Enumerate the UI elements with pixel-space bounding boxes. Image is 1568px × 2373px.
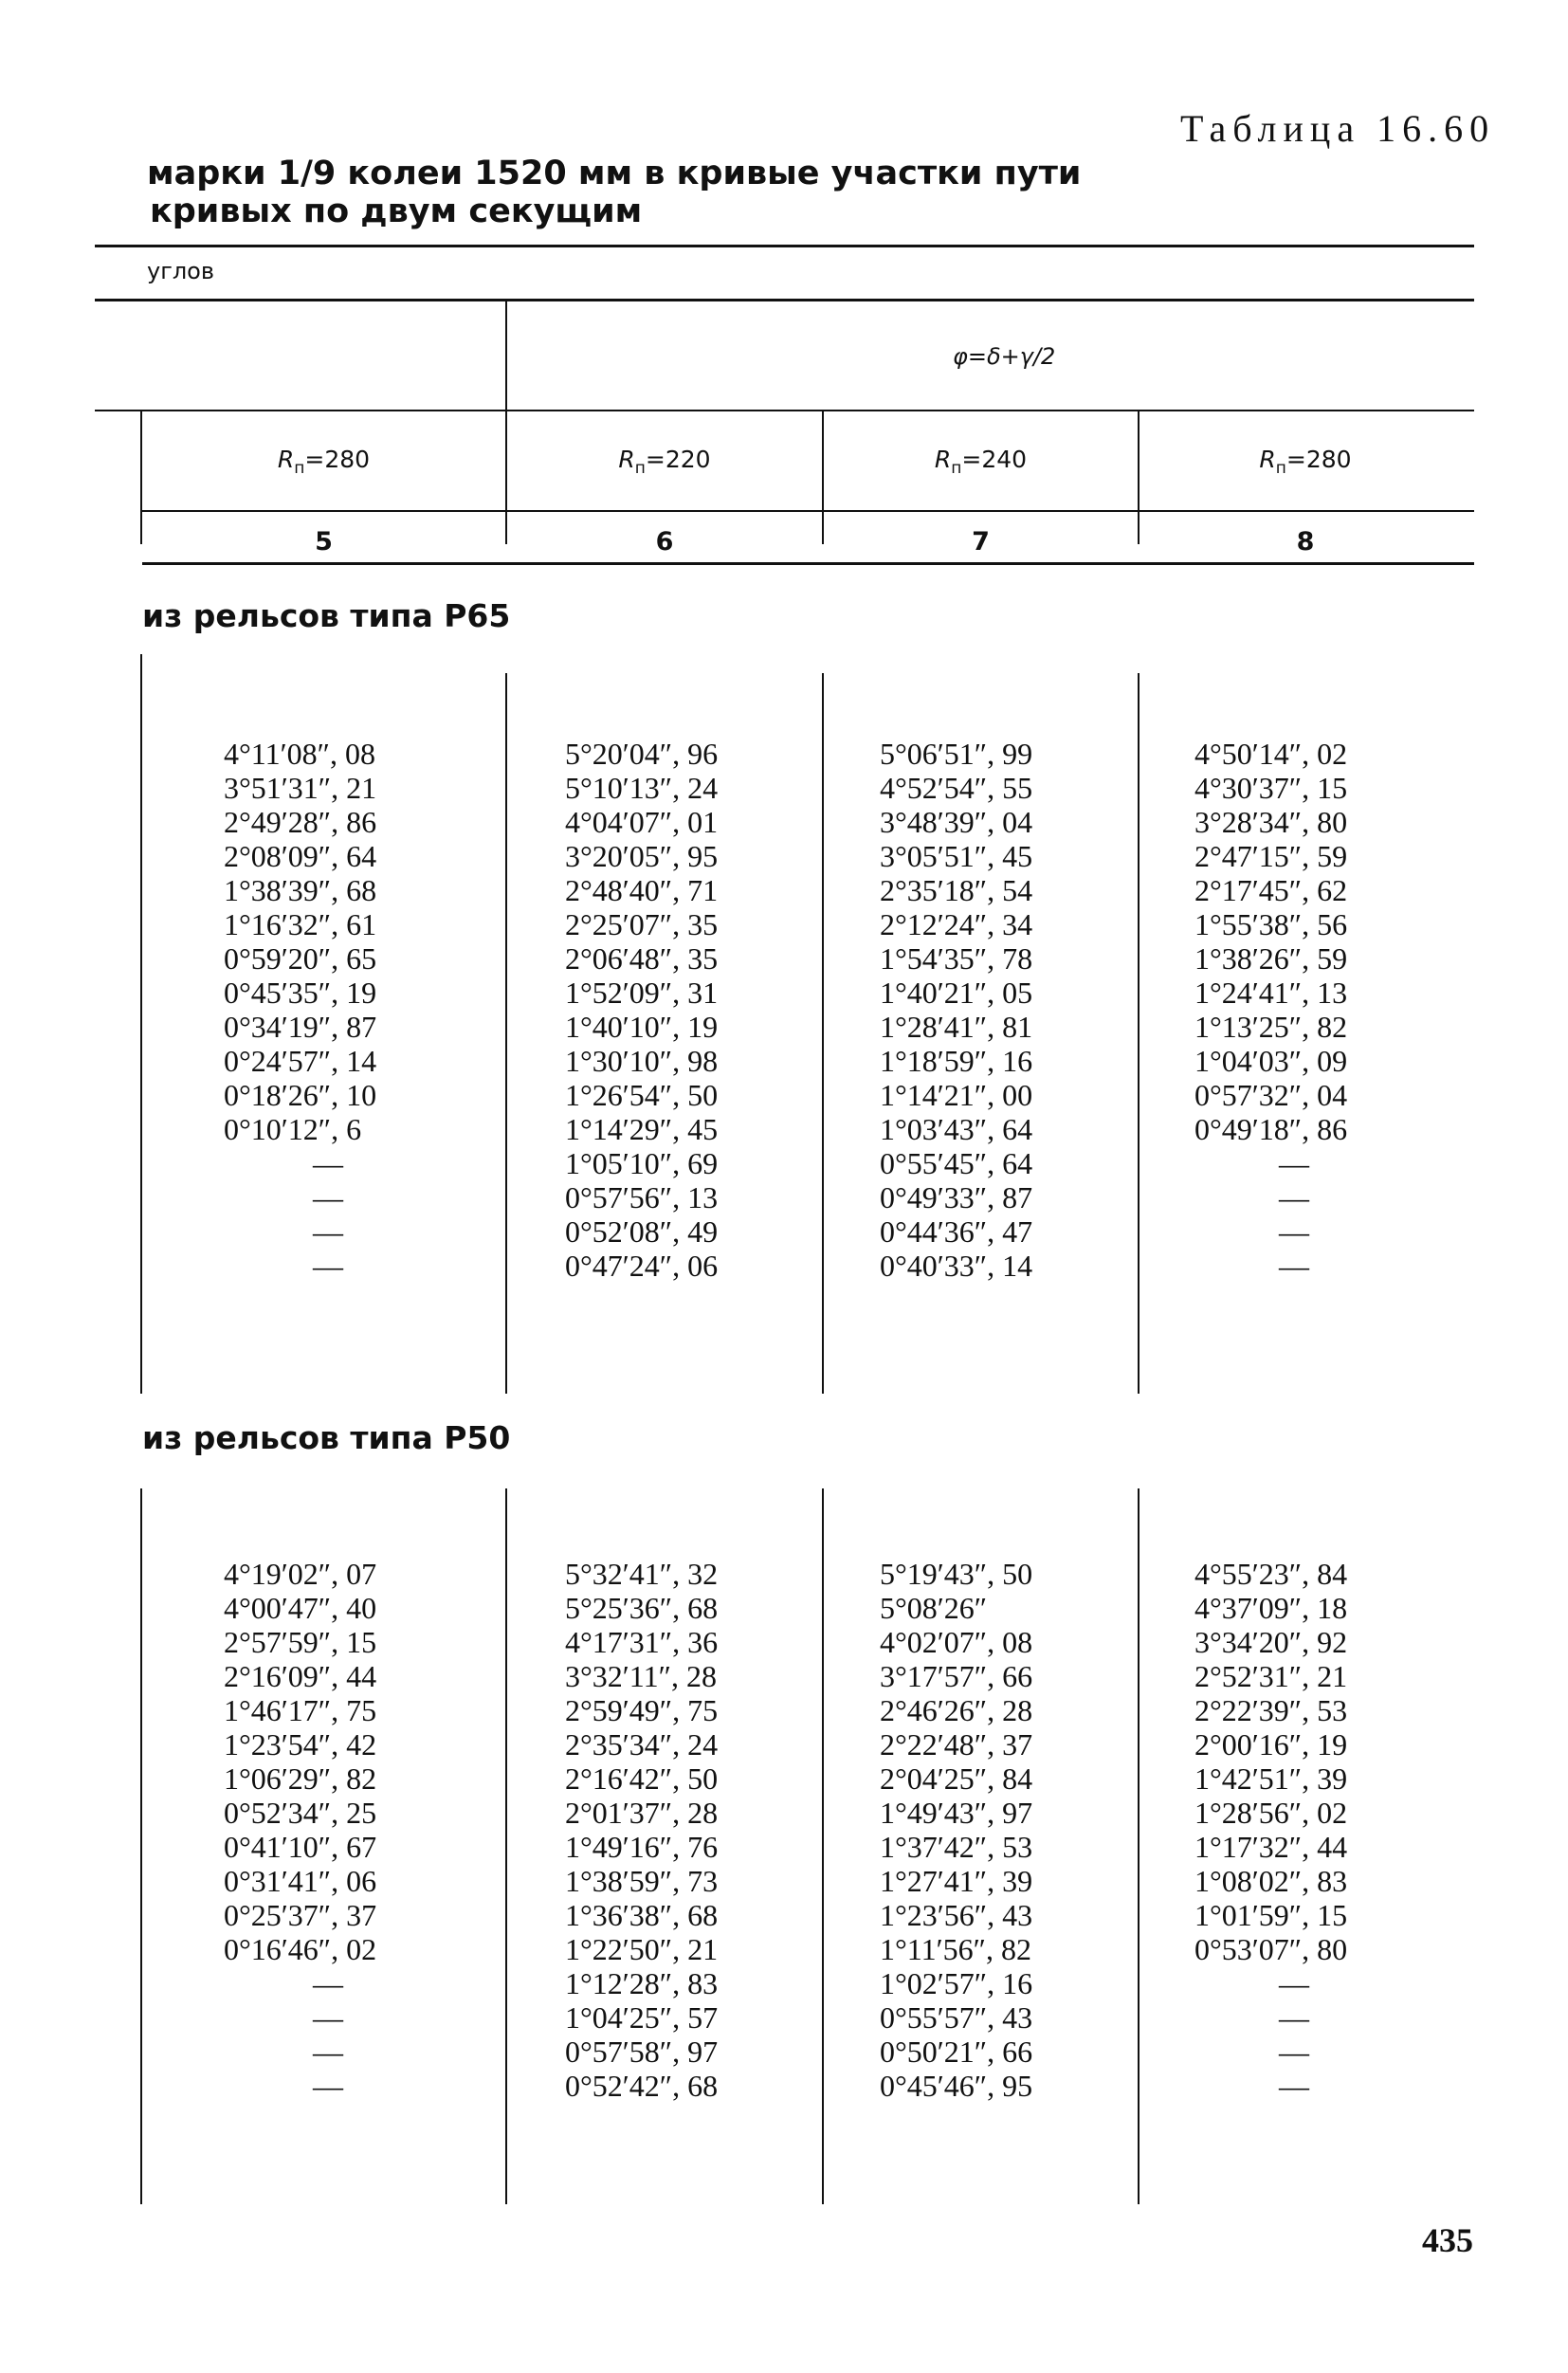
table-cell: 4°19′02″, 07 bbox=[224, 1557, 377, 1591]
table-cell: 1°38′39″, 68 bbox=[224, 873, 377, 907]
header-divider-1 bbox=[505, 411, 507, 544]
section-title-p65: из рельсов типа Р65 bbox=[142, 597, 511, 634]
column-header-7 bbox=[824, 446, 1138, 478]
table-cell: 0°45′46″, 95 bbox=[880, 2069, 1033, 2103]
table-cell: 0°52′34″, 25 bbox=[224, 1796, 377, 1830]
data-column bbox=[224, 1557, 432, 2103]
r-symbol: R bbox=[1259, 446, 1276, 473]
table-cell: 1°23′56″, 43 bbox=[880, 1898, 1033, 1932]
table-cell: 0°59′20″, 65 bbox=[224, 941, 377, 976]
subheader-label: углов bbox=[147, 258, 214, 284]
table-cell: 0°34′19″, 87 bbox=[224, 1010, 377, 1044]
table-cell: 2°06′48″, 35 bbox=[565, 941, 719, 976]
table-cell: 1°14′21″, 00 bbox=[880, 1078, 1033, 1112]
table-cell: 4°37′09″, 18 bbox=[1194, 1591, 1348, 1625]
subheader-rule bbox=[95, 299, 1474, 301]
r-value: =220 bbox=[645, 446, 711, 473]
column-header-6 bbox=[507, 446, 822, 478]
section1-left-edge bbox=[140, 654, 142, 1394]
table-cell: 1°49′43″, 97 bbox=[880, 1796, 1033, 1830]
table-cell: — bbox=[1279, 1249, 1309, 1283]
table-cell: 2°59′49″, 75 bbox=[565, 1693, 719, 1727]
table-cell: 1°04′03″, 09 bbox=[1194, 1044, 1348, 1078]
section-title-p50: из рельсов типа Р50 bbox=[142, 1419, 511, 1456]
table-cell: 0°52′08″, 49 bbox=[565, 1214, 719, 1249]
table-cell: 2°22′39″, 53 bbox=[1194, 1693, 1348, 1727]
r-value: =280 bbox=[304, 446, 371, 473]
table-cell: 0°18′26″, 10 bbox=[224, 1078, 377, 1112]
r-symbol: R bbox=[618, 446, 635, 473]
data-column bbox=[880, 1557, 1088, 2103]
table-cell: 1°30′10″, 98 bbox=[565, 1044, 719, 1078]
table-cell: 1°05′10″, 69 bbox=[565, 1146, 719, 1180]
table-cell: 1°36′38″, 68 bbox=[565, 1898, 719, 1932]
table-cell: 0°16′46″, 02 bbox=[224, 1932, 377, 1966]
table-cell: 3°32′11″, 28 bbox=[565, 1659, 717, 1693]
table-cell: 2°17′45″, 62 bbox=[1194, 873, 1348, 907]
table-cell: 1°16′32″, 61 bbox=[224, 907, 377, 941]
table-cell: 0°53′07″, 80 bbox=[1194, 1932, 1348, 1966]
table-cell: 4°52′54″, 55 bbox=[880, 771, 1033, 805]
section1-divider-3 bbox=[1138, 673, 1140, 1394]
table-cell: 4°17′31″, 36 bbox=[565, 1625, 719, 1659]
column-number-5: 5 bbox=[315, 527, 333, 557]
table-cell: 2°00′16″, 19 bbox=[1194, 1727, 1348, 1761]
r-subscript: п bbox=[294, 459, 305, 478]
table-cell: — bbox=[313, 2069, 343, 2103]
table-cell: 2°46′26″, 28 bbox=[880, 1693, 1033, 1727]
table-cell: 5°20′04″, 96 bbox=[565, 737, 719, 771]
table-cell: 2°16′42″, 50 bbox=[565, 1761, 719, 1796]
column-header-5 bbox=[142, 446, 505, 478]
page-title-line1: марки 1/9 колеи 1520 мм в кривые участки пути bbox=[147, 155, 1082, 192]
formula: φ=δ+γ/2 bbox=[953, 343, 1056, 370]
table-cell: 2°57′59″, 15 bbox=[224, 1625, 377, 1659]
section1-divider-1 bbox=[505, 673, 507, 1394]
data-column bbox=[1194, 1557, 1394, 2103]
table-cell: — bbox=[313, 2000, 343, 2035]
table-cell: 0°55′57″, 43 bbox=[880, 2000, 1033, 2035]
table-cell: 1°17′32″, 44 bbox=[1194, 1830, 1348, 1864]
table-cell: 0°57′58″, 97 bbox=[565, 2035, 719, 2069]
table-cell: 0°49′18″, 86 bbox=[1194, 1112, 1348, 1146]
table-cell: 1°14′29″, 45 bbox=[565, 1112, 719, 1146]
table-cell: 4°02′07″, 08 bbox=[880, 1625, 1033, 1659]
table-cell: 2°25′07″, 35 bbox=[565, 907, 719, 941]
formula-divider bbox=[505, 301, 507, 411]
table-cell: 4°00′47″, 40 bbox=[224, 1591, 377, 1625]
data-column bbox=[224, 737, 432, 1283]
column-header-8 bbox=[1140, 446, 1471, 478]
table-cell: — bbox=[313, 1249, 343, 1283]
table-cell: 1°28′41″, 81 bbox=[880, 1010, 1033, 1044]
table-cell: 5°19′43″, 50 bbox=[880, 1557, 1033, 1591]
table-cell: — bbox=[1279, 1146, 1309, 1180]
column-number-7: 7 bbox=[972, 527, 990, 557]
table-cell: 2°48′40″, 71 bbox=[565, 873, 719, 907]
r-subscript: п bbox=[951, 459, 962, 478]
table-cell: 1°22′50″, 21 bbox=[565, 1932, 719, 1966]
table-cell: 1°08′02″, 83 bbox=[1194, 1864, 1348, 1898]
table-cell: 1°04′25″, 57 bbox=[565, 2000, 719, 2035]
table-cell: 0°44′36″, 47 bbox=[880, 1214, 1033, 1249]
data-column bbox=[565, 1557, 764, 2103]
table-cell: 5°08′26″ bbox=[880, 1591, 988, 1625]
table-cell: 2°49′28″, 86 bbox=[224, 805, 377, 839]
data-column bbox=[565, 737, 764, 1283]
table-cell: — bbox=[1279, 2035, 1309, 2069]
table-cell: 1°01′59″, 15 bbox=[1194, 1898, 1348, 1932]
table-cell: 2°12′24″, 34 bbox=[880, 907, 1033, 941]
table-cell: 0°50′21″, 66 bbox=[880, 2035, 1033, 2069]
table-cell: 2°52′31″, 21 bbox=[1194, 1659, 1348, 1693]
table-cell: — bbox=[1279, 2000, 1309, 2035]
table-cell: 0°25′37″, 37 bbox=[224, 1898, 377, 1932]
table-cell: 0°24′57″, 14 bbox=[224, 1044, 377, 1078]
table-cell: 3°51′31″, 21 bbox=[224, 771, 377, 805]
table-cell: 2°47′15″, 59 bbox=[1194, 839, 1348, 873]
table-cell: 3°05′51″, 45 bbox=[880, 839, 1033, 873]
column-number-6: 6 bbox=[655, 527, 674, 557]
table-cell: 1°11′56″, 82 bbox=[880, 1932, 1031, 1966]
section2-divider-2 bbox=[822, 1488, 824, 2204]
section2-divider-3 bbox=[1138, 1488, 1140, 2204]
r-symbol: R bbox=[934, 446, 952, 473]
table-cell: 0°52′42″, 68 bbox=[565, 2069, 719, 2103]
top-rule bbox=[95, 245, 1474, 247]
table-cell: 0°40′33″, 14 bbox=[880, 1249, 1033, 1283]
header-divider-3 bbox=[1138, 411, 1140, 544]
header-divider-2 bbox=[822, 411, 824, 544]
column-number-8: 8 bbox=[1296, 527, 1315, 557]
table-cell: 1°49′16″, 76 bbox=[565, 1830, 719, 1864]
table-cell: 2°22′48″, 37 bbox=[880, 1727, 1033, 1761]
table-cell: 0°57′56″, 13 bbox=[565, 1180, 719, 1214]
table-cell: 1°40′21″, 05 bbox=[880, 976, 1033, 1010]
section2-left-edge bbox=[140, 1488, 142, 2204]
table-cell: 1°26′54″, 50 bbox=[565, 1078, 719, 1112]
table-cell: 0°57′32″, 04 bbox=[1194, 1078, 1348, 1112]
table-cell: 1°55′38″, 56 bbox=[1194, 907, 1348, 941]
table-cell: 1°24′41″, 13 bbox=[1194, 976, 1348, 1010]
table-cell: — bbox=[313, 2035, 343, 2069]
table-cell: 3°17′57″, 66 bbox=[880, 1659, 1033, 1693]
table-cell: 1°46′17″, 75 bbox=[224, 1693, 377, 1727]
table-cell: 5°25′36″, 68 bbox=[565, 1591, 719, 1625]
table-cell: 1°12′28″, 83 bbox=[565, 1966, 719, 2000]
table-cell: 2°04′25″, 84 bbox=[880, 1761, 1033, 1796]
table-cell: 3°34′20″, 92 bbox=[1194, 1625, 1348, 1659]
table-cell: 4°30′37″, 15 bbox=[1194, 771, 1348, 805]
table-cell: 1°06′29″, 82 bbox=[224, 1761, 377, 1796]
data-column bbox=[1194, 737, 1394, 1283]
table-cell: 1°38′59″, 73 bbox=[565, 1864, 719, 1898]
page-number: 435 bbox=[1422, 2221, 1473, 2259]
table-cell: 1°42′51″, 39 bbox=[1194, 1761, 1348, 1796]
table-cell: — bbox=[313, 1966, 343, 2000]
table-cell: 1°38′26″, 59 bbox=[1194, 941, 1348, 976]
page-title-line2: кривых по двум секущим bbox=[150, 192, 643, 230]
r-subscript: п bbox=[1275, 459, 1286, 478]
table-cell: 5°06′51″, 99 bbox=[880, 737, 1033, 771]
table-cell: 1°28′56″, 02 bbox=[1194, 1796, 1348, 1830]
table-cell: 1°37′42″, 53 bbox=[880, 1830, 1033, 1864]
table-cell: 0°49′33″, 87 bbox=[880, 1180, 1033, 1214]
table-cell: 2°08′09″, 64 bbox=[224, 839, 377, 873]
table-cell: 1°52′09″, 31 bbox=[565, 976, 719, 1010]
table-cell: 0°55′45″, 64 bbox=[880, 1146, 1033, 1180]
table-cell: 1°27′41″, 39 bbox=[880, 1864, 1033, 1898]
r-symbol: R bbox=[277, 446, 295, 473]
table-cell: 3°48′39″, 04 bbox=[880, 805, 1033, 839]
table-cell: 2°35′34″, 24 bbox=[565, 1727, 719, 1761]
table-cell: 0°41′10″, 67 bbox=[224, 1830, 377, 1864]
table-cell: 4°04′07″, 01 bbox=[565, 805, 719, 839]
r-value: =280 bbox=[1285, 446, 1352, 473]
section1-divider-2 bbox=[822, 673, 824, 1394]
table-cell: 1°54′35″, 78 bbox=[880, 941, 1033, 976]
r-subscript: п bbox=[634, 459, 646, 478]
table-cell: 2°01′37″, 28 bbox=[565, 1796, 719, 1830]
table-cell: — bbox=[313, 1214, 343, 1249]
table-cell: 4°11′08″, 08 bbox=[224, 737, 375, 771]
header-left-edge bbox=[140, 411, 142, 544]
table-cell: 1°18′59″, 16 bbox=[880, 1044, 1033, 1078]
header-mid-rule bbox=[142, 510, 1474, 512]
table-cell: 1°13′25″, 82 bbox=[1194, 1010, 1348, 1044]
table-cell: 0°47′24″, 06 bbox=[565, 1249, 719, 1283]
table-label: Таблица 16.60 bbox=[1180, 107, 1496, 150]
r-value: =240 bbox=[961, 446, 1028, 473]
table-cell: 2°16′09″, 44 bbox=[224, 1659, 377, 1693]
table-cell: 1°40′10″, 19 bbox=[565, 1010, 719, 1044]
table-cell: 3°28′34″, 80 bbox=[1194, 805, 1348, 839]
table-cell: 0°31′41″, 06 bbox=[224, 1864, 377, 1898]
table-cell: 0°45′35″, 19 bbox=[224, 976, 377, 1010]
table-cell: 0°10′12″, 6 bbox=[224, 1112, 362, 1146]
table-cell: — bbox=[1279, 1214, 1309, 1249]
table-cell: 3°20′05″, 95 bbox=[565, 839, 719, 873]
table-cell: — bbox=[313, 1146, 343, 1180]
header-bottom-rule bbox=[142, 562, 1474, 565]
table-cell: 5°10′13″, 24 bbox=[565, 771, 719, 805]
table-cell: 5°32′41″, 32 bbox=[565, 1557, 719, 1591]
data-column bbox=[880, 737, 1088, 1283]
table-cell: 1°02′57″, 16 bbox=[880, 1966, 1033, 2000]
table-cell: — bbox=[1279, 1966, 1309, 2000]
table-cell: — bbox=[1279, 2069, 1309, 2103]
table-cell: 4°50′14″, 02 bbox=[1194, 737, 1348, 771]
formula-rule bbox=[95, 410, 1474, 411]
table-cell: — bbox=[1279, 1180, 1309, 1214]
table-cell: 1°23′54″, 42 bbox=[224, 1727, 377, 1761]
section2-divider-1 bbox=[505, 1488, 507, 2204]
table-cell: — bbox=[313, 1180, 343, 1214]
table-cell: 2°35′18″, 54 bbox=[880, 873, 1033, 907]
table-cell: 1°03′43″, 64 bbox=[880, 1112, 1033, 1146]
table-cell: 4°55′23″, 84 bbox=[1194, 1557, 1348, 1591]
